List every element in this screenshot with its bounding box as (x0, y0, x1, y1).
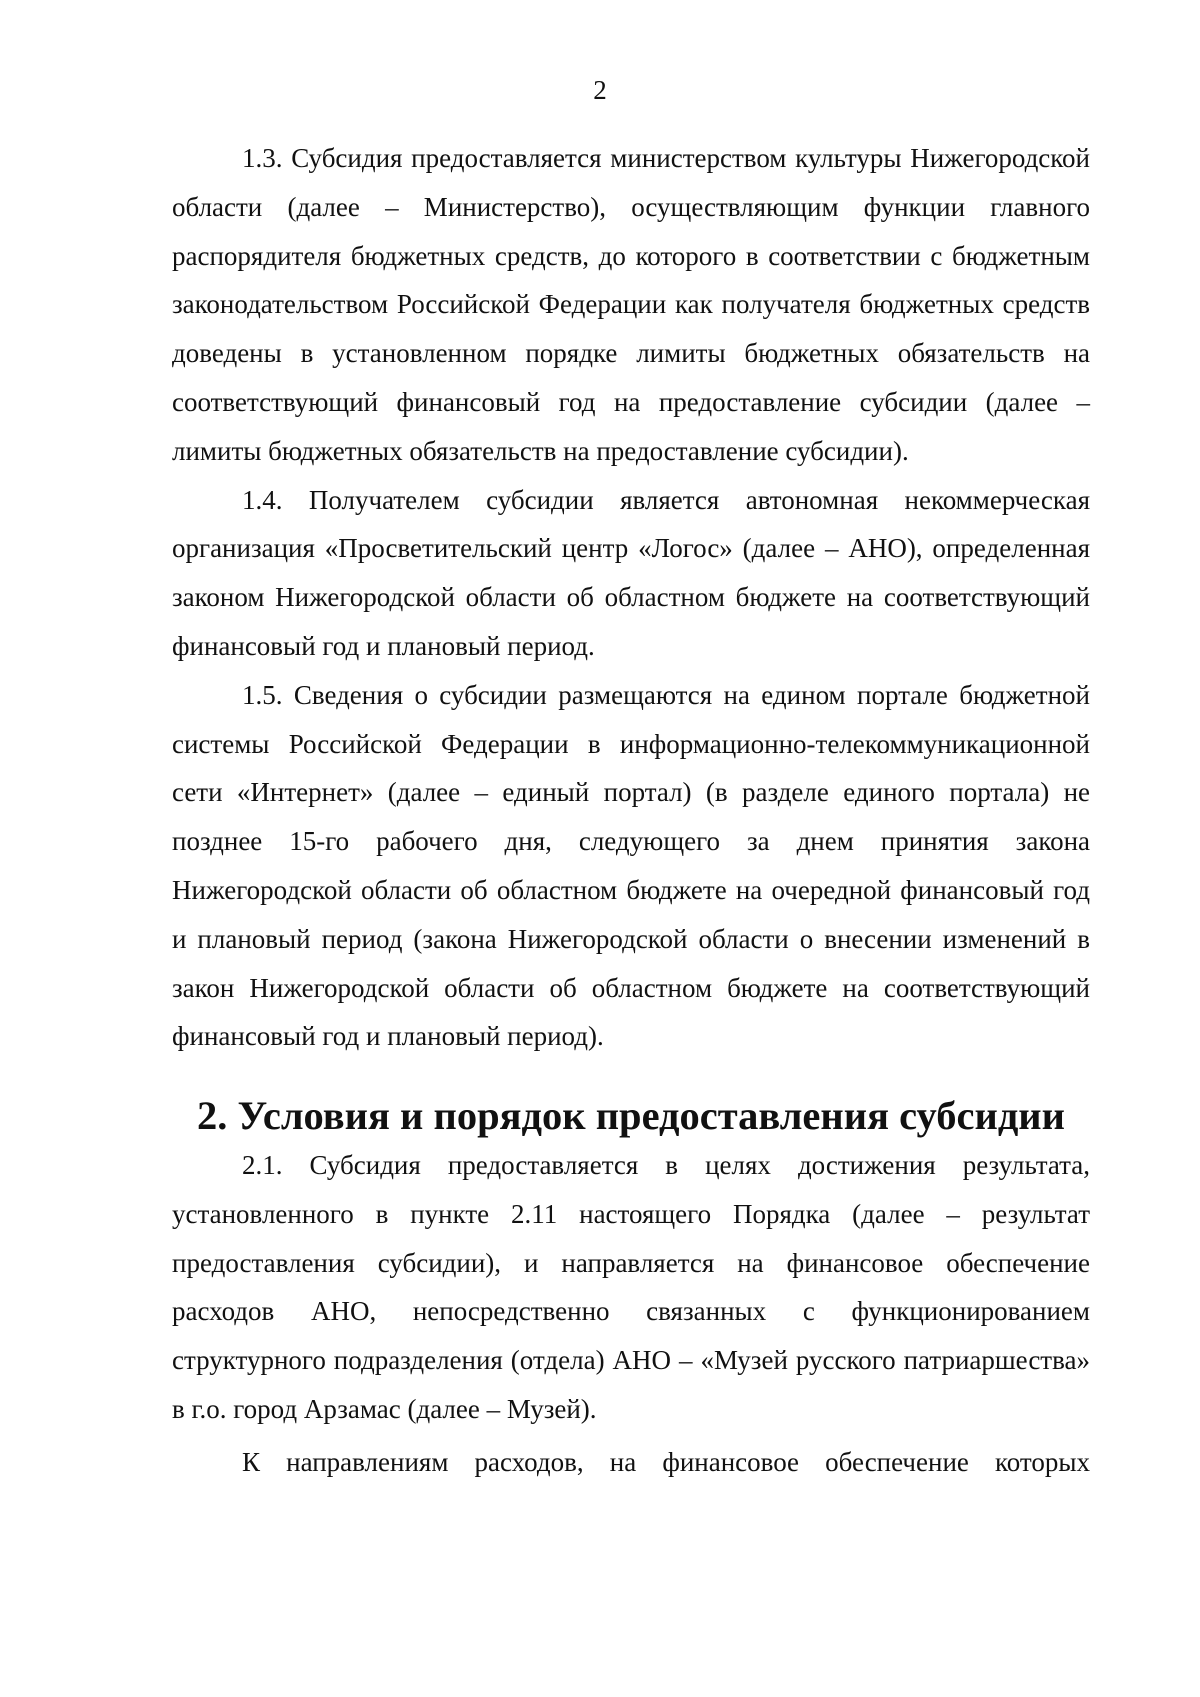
paragraph-2-1-continuation: К направлениям расходов, на финансовое обеспечение которых (242, 1446, 1090, 1477)
paragraph-1-3: 1.3. Субсидия предоставляется министерством культуры Нижегородской области (далее – Министерство), осуществляющим функции главного распорядителя бюджетных средств, до которого в соответствии с бюджетным законодательством Российской Федерации как получателя бюджетных средств доведены в установленном порядке лимиты бюджетных обязательств на соответствующий финансовый год на предоставление субсидии (далее – лимиты бюджетных обязательств на предоставление субсидии). (172, 143, 1090, 466)
paragraph-1-5: 1.5. Сведения о субсидии размещаются на едином портале бюджетной системы Российской Федерации в информационно-телекоммуникационной сети «Интернет» (далее – единый портал) (в разделе единого портала) не позднее 15-го рабочего дня, следующего за днем принятия закона Нижегородской области об областном бюджете на очередной финансовый год и плановый период (закона Нижегородской области о внесении изменений в закон Нижегородской области об областном бюджете на соответствующий финансовый год и плановый период). (172, 679, 1090, 1052)
paragraph-2-1: 2.1. Субсидия предоставляется в целях достижения результата, установленного в пункте 2.11 настоящего Порядка (далее – результат предоставления субсидии), и направляется на финансовое обеспечение расходов АНО, непосредственно связанных с функционированием структурного подразделения (отдела) АНО – «Музей русского патриаршества» в г.о. город Арзамас (далее – Музей). (172, 1149, 1090, 1424)
page-number: 2 (593, 75, 607, 105)
section-2-heading: 2. Условия и порядок предоставления субсидии (197, 1093, 1065, 1139)
document-body (172, 134, 1090, 1487)
paragraph-1-4: 1.4. Получателем субсидии является автономная некоммерческая организация «Просветительский центр «Логос» (далее – АНО), определенная законом Нижегородской области об областном бюджете на соответствующий финансовый год и плановый период. (172, 484, 1090, 661)
